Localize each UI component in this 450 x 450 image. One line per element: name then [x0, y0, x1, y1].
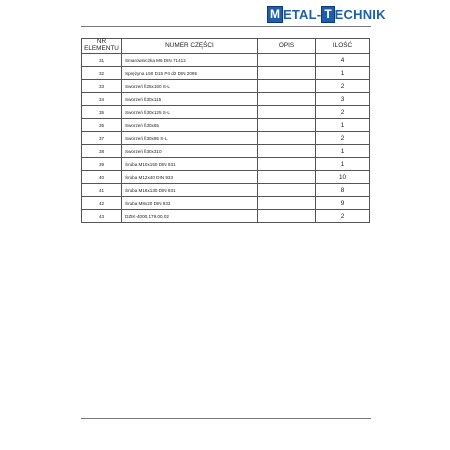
cell-numer-czesci: Sworzeń fi30x125 S-L	[122, 106, 258, 119]
cell-opis	[258, 119, 316, 132]
cell-ilosc: 2	[316, 132, 370, 145]
cell-nr: 39	[82, 158, 122, 171]
cell-nr: 32	[82, 67, 122, 80]
cell-opis	[258, 54, 316, 67]
cell-ilosc: 1	[316, 145, 370, 158]
cell-opis	[258, 132, 316, 145]
table-row	[82, 119, 370, 132]
cell-ilosc: 9	[316, 197, 370, 210]
cell-nr: 43	[82, 210, 122, 223]
header-numer-czesci: NUMER CZĘŚCI	[122, 39, 258, 54]
cell-numer-czesci: Śruba M12x40 DIN 933	[122, 171, 258, 184]
header-nr-elementu	[82, 39, 122, 54]
cell-numer-czesci: Sprężyna L50 D15 P4 d2 DIN 2095	[122, 67, 258, 80]
table-row	[82, 93, 370, 106]
cell-opis	[258, 145, 316, 158]
header-nr-line1: NR	[96, 38, 107, 46]
cell-numer-czesci: Smarowniczka M6 DIN 71412	[122, 54, 258, 67]
table-row	[82, 132, 370, 145]
cell-ilosc: 2	[316, 210, 370, 223]
cell-nr: 38	[82, 145, 122, 158]
cell-numer-czesci: Sworzeń fi30x115	[122, 93, 258, 106]
table-row	[82, 67, 370, 80]
cell-numer-czesci: Śruba M8x20 DIN 933	[122, 197, 258, 210]
cell-opis	[258, 67, 316, 80]
metal-technik-logo	[267, 6, 386, 23]
cell-nr: 41	[82, 184, 122, 197]
logo-text-end: ECHNIK	[334, 7, 386, 22]
table-row	[82, 106, 370, 119]
table-row	[82, 54, 370, 67]
header-opis: OPIS	[258, 39, 316, 54]
logo-letter-m: M	[267, 6, 283, 23]
table-header-row	[82, 39, 370, 54]
cell-opis	[258, 184, 316, 197]
cell-opis	[258, 171, 316, 184]
cell-numer-czesci: DZIK-4000.179.00.02	[122, 210, 258, 223]
cell-ilosc: 2	[316, 80, 370, 93]
cell-numer-czesci: Śruba M16x130 DIN 931	[122, 184, 258, 197]
cell-ilosc: 10	[316, 171, 370, 184]
logo-letter-t: T	[321, 6, 334, 23]
cell-ilosc: 8	[316, 184, 370, 197]
cell-nr: 35	[82, 106, 122, 119]
cell-nr: 34	[82, 93, 122, 106]
cell-opis	[258, 80, 316, 93]
cell-ilosc: 3	[316, 93, 370, 106]
cell-nr: 40	[82, 171, 122, 184]
header-ilosc: ILOŚĆ	[316, 39, 370, 54]
table-row	[82, 158, 370, 171]
cell-ilosc: 1	[316, 158, 370, 171]
cell-nr: 42	[82, 197, 122, 210]
table-row	[82, 171, 370, 184]
cell-opis	[258, 158, 316, 171]
table-row	[82, 80, 370, 93]
cell-nr: 33	[82, 80, 122, 93]
logo-text-middle: ETAL-	[283, 7, 322, 22]
header-divider	[81, 26, 371, 27]
parts-table	[81, 38, 370, 223]
cell-ilosc: 1	[316, 67, 370, 80]
cell-opis	[258, 93, 316, 106]
cell-numer-czesci: Sworzeń fi30x95 S-L	[122, 132, 258, 145]
cell-numer-czesci: Sworzeń fi25x160 S-L	[122, 80, 258, 93]
table-row	[82, 145, 370, 158]
cell-numer-czesci: Śruba M10x150 DIN 931	[122, 158, 258, 171]
cell-opis	[258, 106, 316, 119]
cell-ilosc: 2	[316, 106, 370, 119]
cell-nr: 31	[82, 54, 122, 67]
cell-opis	[258, 210, 316, 223]
table-row	[82, 197, 370, 210]
cell-ilosc: 1	[316, 119, 370, 132]
cell-numer-czesci: Sworzeń fi30x310	[122, 145, 258, 158]
footer-divider	[81, 418, 371, 419]
table-row	[82, 210, 370, 223]
cell-opis	[258, 197, 316, 210]
cell-nr: 37	[82, 132, 122, 145]
cell-ilosc: 4	[316, 54, 370, 67]
header-nr-line2: ELEMENTU	[84, 45, 119, 52]
cell-numer-czesci: Sworzeń fi30x65	[122, 119, 258, 132]
table-row	[82, 184, 370, 197]
cell-nr: 36	[82, 119, 122, 132]
